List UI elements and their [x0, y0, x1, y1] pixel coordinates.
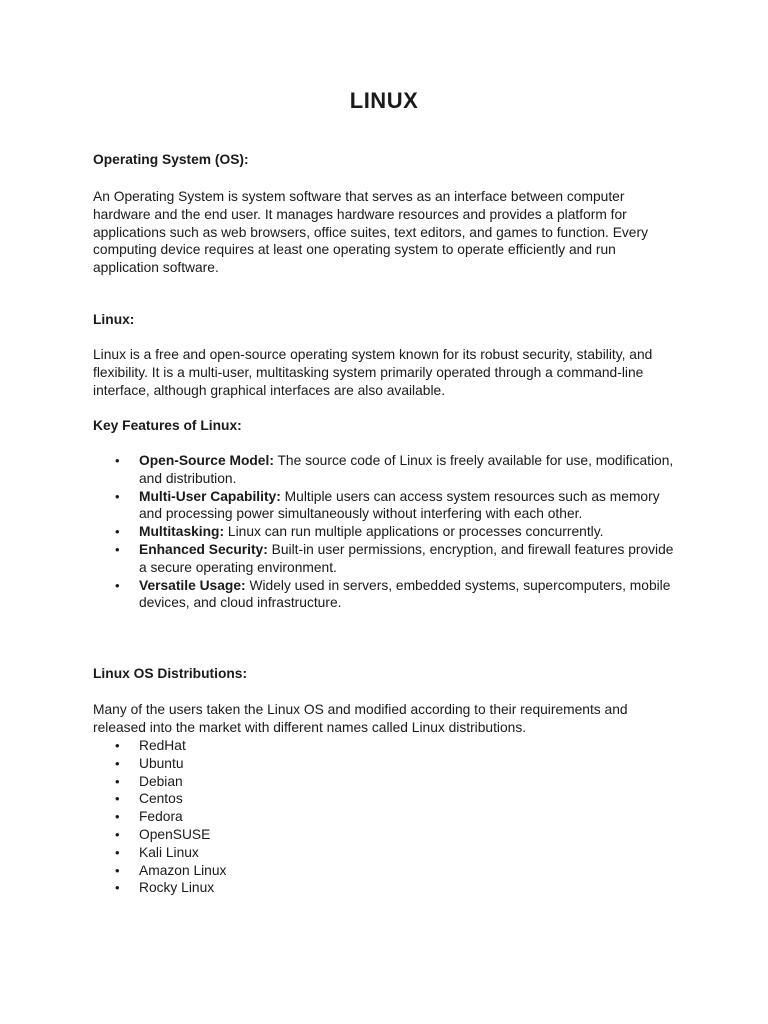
- feature-text: Linux can run multiple applications or processes concurrently.: [224, 524, 604, 540]
- distros-heading: Linux OS Distributions:: [93, 666, 248, 681]
- features-heading: Key Features of Linux:: [93, 418, 242, 433]
- feature-text: Built-in user permissions, encryption, and firewall features provide a secure operating environment.: [139, 541, 674, 575]
- os-paragraph: An Operating System is system software that serves as an interface between computer hardware and the end user. It manages hardware resources and provides a platform for applications such as web browsers, office suites, text editors, and games to function. Every computing device requires at least one operating system to operate efficiently and run application software.: [93, 189, 648, 276]
- list-item: • Rocky Linux: [93, 879, 683, 897]
- list-item: • Centos: [93, 790, 683, 808]
- page-title: LINUX: [349, 88, 419, 113]
- list-item: [93, 577, 683, 613]
- linux-heading: Linux:: [93, 312, 135, 327]
- feature-term: Versatile Usage:: [139, 577, 246, 593]
- feature-term: Multi-User Capability:: [139, 488, 281, 504]
- distros-list: [93, 737, 683, 897]
- list-item: • OpenSUSE: [93, 826, 683, 844]
- list-item: • Debian: [93, 773, 683, 791]
- list-item: • Fedora: [93, 808, 683, 826]
- linux-paragraph: Linux is a free and open-source operating system known for its robust security, stability, and flexibility. It is a multi-user, multitasking system primarily operated through a command-line interface, although graphical interfaces are also available.: [93, 347, 653, 398]
- feature-text: Multiple users can access system resources such as memory and processing power simultaneously without interfering with each other.: [139, 488, 660, 522]
- list-item: • Amazon Linux: [93, 862, 683, 880]
- feature-term: Open-Source Model:: [139, 453, 274, 468]
- feature-term: Multitasking:: [139, 524, 225, 540]
- distros-paragraph: Many of the users taken the Linux OS and modified according to their requirements and released into the market with different names called Linux distributions.: [93, 702, 628, 735]
- list-item: • Kali Linux: [93, 844, 683, 862]
- os-heading: Operating System (OS):: [93, 152, 249, 167]
- list-item: [93, 541, 683, 577]
- list-item: • RedHat: [93, 737, 683, 755]
- features-list: [93, 452, 683, 612]
- list-item: [93, 523, 683, 541]
- feature-text: Widely used in servers, embedded systems, supercomputers, mobile devices, and cloud infrastructure.: [139, 577, 671, 611]
- list-item: • Ubuntu: [93, 755, 683, 773]
- list-item: [93, 488, 683, 524]
- feature-term: Enhanced Security:: [139, 541, 268, 557]
- feature-text: The source code of Linux is freely available for use, modification, and distribution.: [139, 453, 674, 486]
- list-item: [93, 452, 683, 488]
